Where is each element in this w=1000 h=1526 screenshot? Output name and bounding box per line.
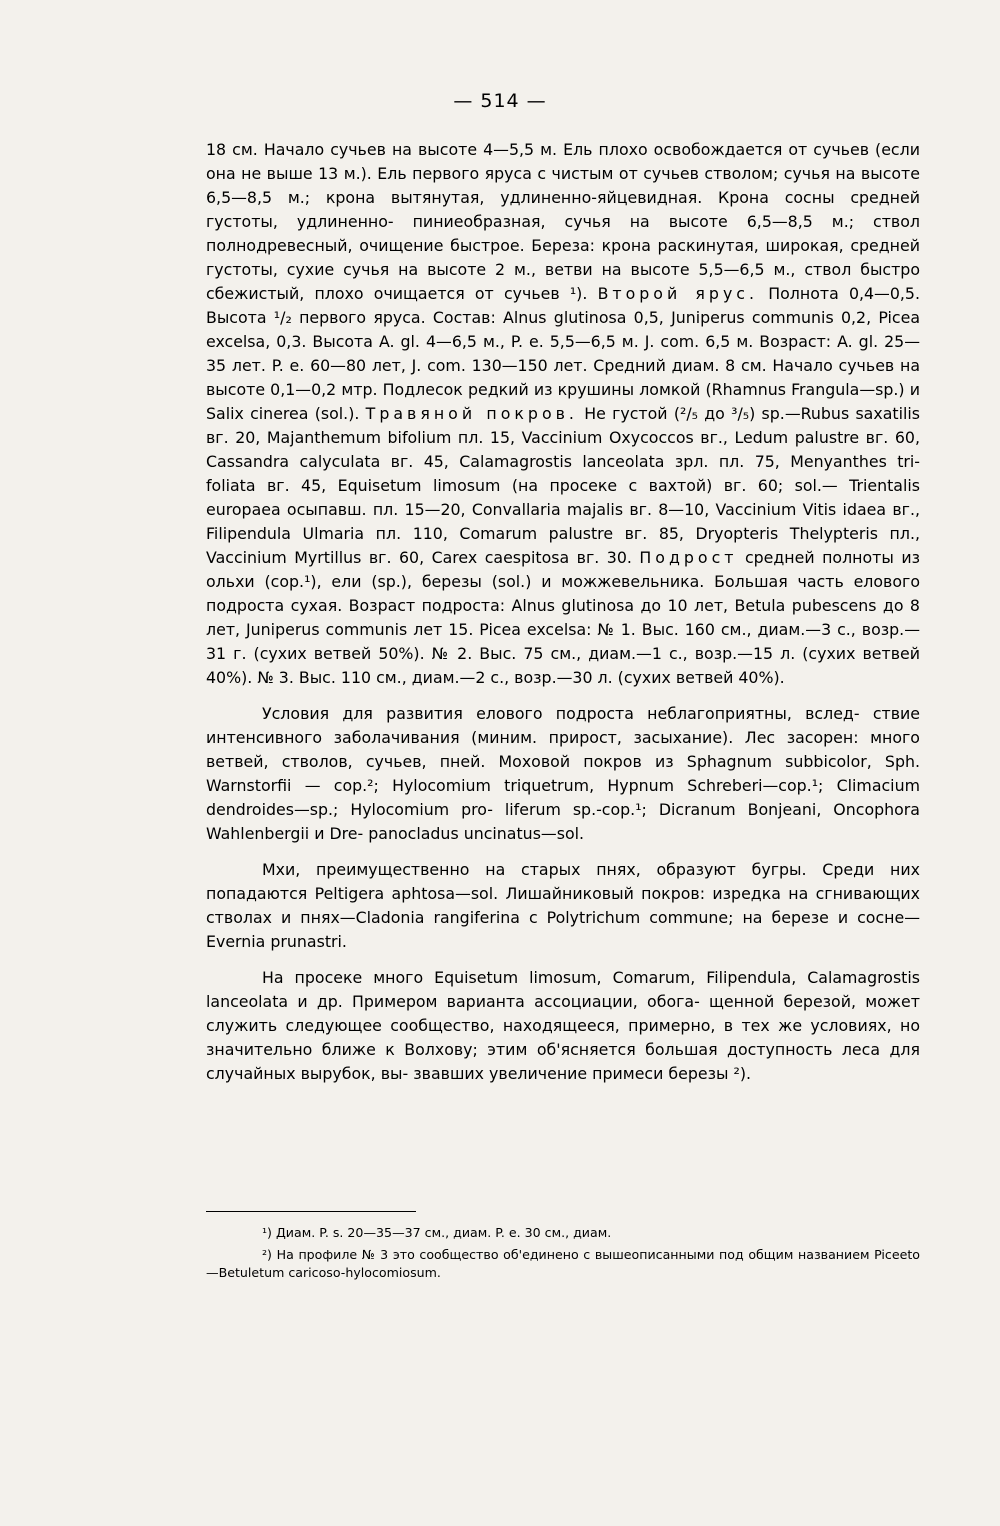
text-line: 18 см. Начало сучьев на высоте 4—5,5 м. Ель плохо освобождается bbox=[206, 140, 783, 159]
text-line: до 8 лет, Juniperus communis лет 15. Picea excelsa: № 1. Выс. 160 см., bbox=[206, 596, 920, 639]
text-line: panocladus uncinatus—sol. bbox=[368, 824, 585, 843]
text-line: Условия для развития елового подроста неблагоприятны, вслед- bbox=[262, 704, 860, 723]
text-line: caespitosa вг. 30. bbox=[484, 548, 632, 567]
footnote-1 bbox=[206, 1224, 920, 1243]
text-line: (Rhamnus Frangula—sp.) и Salix cinerea (sol.). bbox=[206, 380, 920, 423]
text-line: foliata вг. 45, Equisetum limosum (на просеке с вахтой) вг. 60; sol.— bbox=[206, 476, 838, 495]
text-line: liferum sp.-cop.¹; Dicranum Bonjeani, Oncophora Wahlenbergii и Dre- bbox=[206, 800, 920, 843]
text-line: Trientalis europaea осыпавш. пл. 15—20, Convallaria majalis вг. 8—10, bbox=[206, 476, 920, 519]
text-line: средней полноты из ольхи (cop.¹), ели bbox=[206, 548, 920, 591]
text-line: (sp.), березы (sol.) и можжевельника. Большая часть елового подроста bbox=[206, 572, 921, 615]
text-line: commune; на березе и сосне—Evernia prunastri. bbox=[206, 908, 920, 951]
text-line: Мхи, преимущественно на старых пнях, образуют бугры. Среди bbox=[262, 860, 875, 879]
paragraph-3 bbox=[206, 858, 920, 954]
text-line: вг. 85, Dryopteris Thelypteris пл., Vaccinium Myrtillus вг. 60, Carex bbox=[206, 524, 920, 567]
paragraph-2 bbox=[206, 702, 920, 846]
footnote-line: названием Piceeto—Betuletum caricoso-hylocomiosum. bbox=[206, 1246, 920, 1280]
text-line: них попадаются Peltigera aphtosa—sol. Лишайниковый покров: изредка bbox=[206, 860, 920, 903]
text-line: ствол быстро сбежистый, плохо очищается от сучьев ¹). bbox=[206, 260, 920, 303]
text-line: пл. 15, Vaccinium Oxycoccos вг., Ledum palustre вг. 60, Cassandra bbox=[206, 428, 920, 471]
body-text bbox=[206, 138, 920, 1086]
text-line: густоты, сухие сучья на высоте 2 м., ветви на высоте 5,5—6,5 м., bbox=[206, 260, 796, 279]
paragraph-4 bbox=[206, 966, 920, 1086]
paragraph-1 bbox=[206, 138, 920, 690]
footnote-line: ¹) Диам. P. s. 20—35—37 см., диам. P. e. 30 см., диам. bbox=[262, 1225, 612, 1240]
text-line: Полнота 0,4—0,5. Высота ¹/₂ первого яруса. Состав: Alnus bbox=[206, 284, 921, 327]
text-line: Vaccinium Vitis idaea вг., Filipendula Ulmaria пл. 110, Comarum palustre bbox=[206, 500, 920, 543]
text-line: ствие интенсивного заболачивания (миним. прирост, засыхание). Лес bbox=[206, 704, 920, 747]
page-number: — 514 — bbox=[453, 90, 547, 112]
text-line: На просеке много Equisetum limosum, Comarum, Filipendula, bbox=[262, 968, 797, 987]
text-line: Не густой (²/₅ до ³/₅) sp.—Rubus saxatilis вг. 20, Majanthemum bifolium bbox=[206, 404, 920, 447]
text-line: щенной березой, может служить следующее сообщество, находящееся, bbox=[206, 992, 920, 1035]
text-line: сучьев на высоте 0,1—0,2 мтр. Подлесок редкий из крушины ломкой bbox=[206, 356, 920, 399]
text-line: диам.—1 с., возр.—15 л. (сухих ветвей 40%). № 3. Выс. 110 см., bbox=[206, 644, 921, 687]
text-line: Hypnum Schreberi—cop.¹; Climacium dendroides—sp.; Hylocomium pro- bbox=[206, 776, 920, 819]
footnote-line: ²) На профиле № 3 это сообщество об'единено с вышеописанными под общим bbox=[262, 1246, 794, 1262]
footnote-2 bbox=[206, 1246, 920, 1283]
text-line: glutinosa 0,5, Juniperus communis 0,2, Picea excelsa, 0,3. Высота A. gl. bbox=[206, 308, 921, 351]
text-line: P. e. 60—80 лет, J. com. 130—150 лет. Средний диам. 8 см. Начало bbox=[271, 356, 833, 375]
footnotes bbox=[206, 1224, 920, 1283]
section-heading-second-tier: Второй ярус. bbox=[597, 284, 759, 303]
text-line: на сгнивающих стволах и пнях—Cladonia rangiferina с Polytrichum bbox=[206, 884, 920, 927]
text-line: от сучьев (если она не выше 13 м.). Ель первого яруса с чистым bbox=[206, 140, 920, 183]
text-line: Calamagrostis lanceolata и др. Примером варианта ассоциации, обога- bbox=[206, 968, 920, 1011]
text-line: звавших увеличение примеси березы ²). bbox=[413, 1064, 752, 1083]
text-line: calyculata вг. 45, Calamagrostis lanceolata зрл. пл. 75, Menyanthes tri- bbox=[299, 452, 920, 471]
text-line: диам.—2 с., возр.—30 л. (сухих ветвей 40%). bbox=[411, 668, 785, 687]
text-line: примерно, в тех же условиях, но значительно ближе к Волхову; этим bbox=[206, 1016, 920, 1059]
text-line: диам.—3 с., возр.—31 г. (сухих ветвей 50%). № 2. Выс. 75 см., bbox=[206, 620, 920, 663]
footnote-divider bbox=[206, 1211, 416, 1212]
text-line: удлиненно-яйцевидная. Крона сосны средней густоты, удлиненно- bbox=[206, 188, 920, 231]
text-line: 4—6,5 м., P. e. 5,5—6,5 м. J. com. 6,5 м. Возраст: A. gl. 25—35 лет. bbox=[206, 332, 921, 375]
text-line: пиниеобразная, сучья на высоте 6,5—8,5 м.; ствол полнодревесный, bbox=[206, 212, 920, 255]
text-line: засорен: много ветвей, стволов, сучьев, пней. Моховой покров из bbox=[206, 728, 920, 771]
text-line: Sphagnum subbicolor, Sph. Warnstorfii — cop.²; Hylocomium triquetrum, bbox=[206, 752, 920, 795]
section-heading-grass-cover: Травяной покров. bbox=[365, 404, 578, 423]
text-line: от сучьев стволом; сучья на высоте 6,5—8,5 м.; крона вытянутая, bbox=[206, 164, 920, 207]
text-line: сухая. Возраст подроста: Alnus glutinosa до 10 лет, Betula pubescens bbox=[290, 596, 877, 615]
text-line: об'ясняется большая доступность леса для случайных вырубок, вы- bbox=[206, 1040, 920, 1083]
text-line: очищение быстрое. Береза: крона раскинутая, широкая, средней bbox=[359, 236, 920, 255]
section-heading-undergrowth: Подрост bbox=[639, 548, 738, 567]
